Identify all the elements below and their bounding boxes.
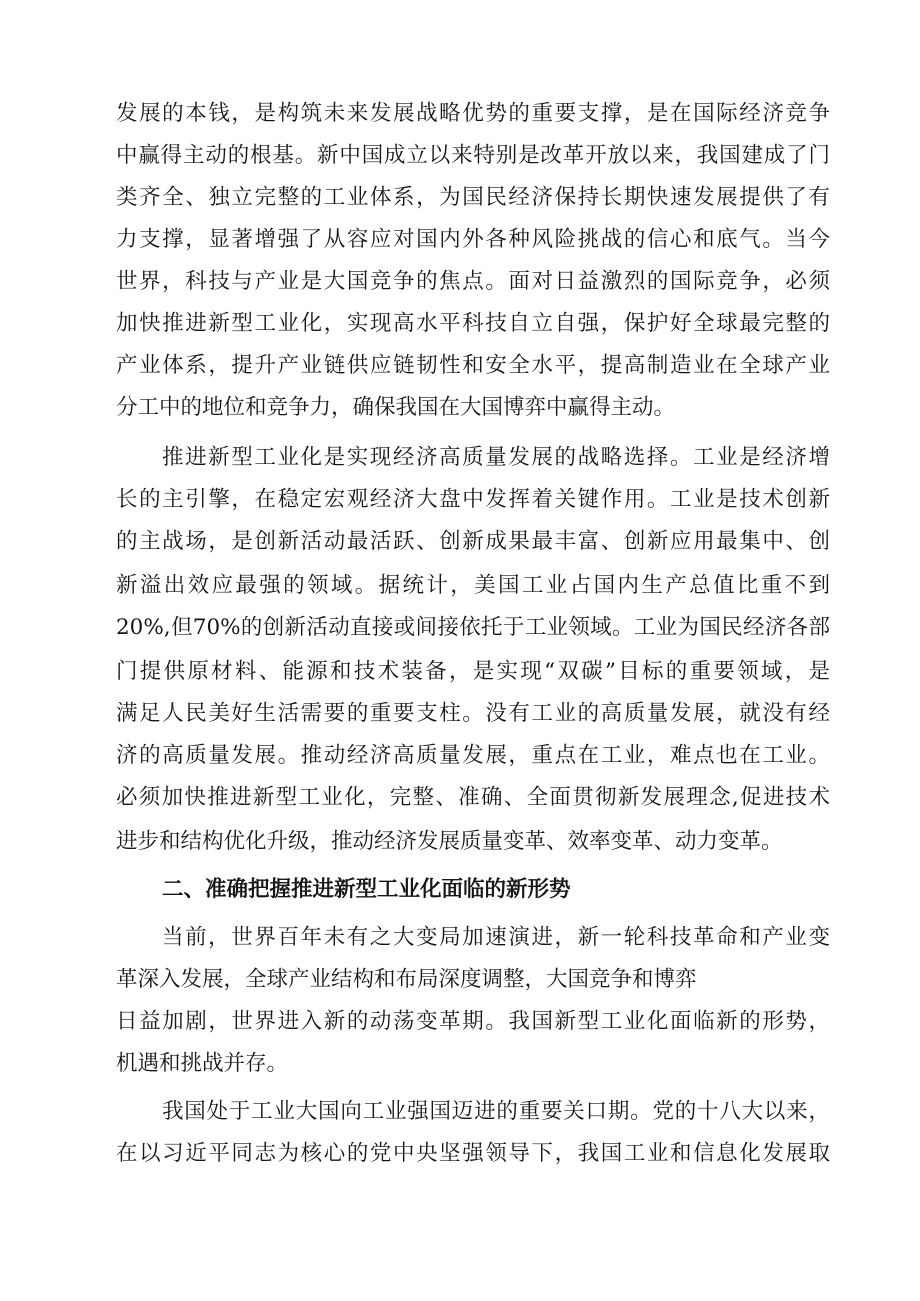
text-line: 革深入发展，全球产业结构和布局深度调整，大国竞争和博弈 — [116, 967, 697, 992]
text-line: 长的主引擎，在稳定宏观经济大盘中发挥着关键作用。工业是技术创新 — [116, 487, 830, 512]
text-line: 20%,但70%的创新活动直接或间接依托于工业领域。工业为国民经济各部 — [116, 615, 830, 640]
text-line: 进步和结构优化升级，推动经济发展质量变革、效率变革、动力变革。 — [116, 829, 783, 854]
text-line: 类齐全、独立完整的工业体系，为国民经济保持长期快速发展提供了有 — [116, 185, 830, 210]
text-line: 日益加剧，世界进入新的动荡变革期。我国新型工业化面临新的形势， — [116, 1009, 830, 1034]
text-line: 加快推进新型工业化，实现高水平科技自立自强，保护好全球最完整的 — [116, 311, 830, 336]
section-heading: 二、准确把握推进新型工业化面临的新形势 — [162, 877, 571, 902]
text-line: 满足人民美好生活需要的重要支柱。没有工业的高质量发展，就没有经 — [116, 701, 830, 726]
text-line: 的主战场，是创新活动最活跃、创新成果最丰富、创新应用最集中、创 — [116, 529, 830, 554]
text-line: 在以习近平同志为核心的党中央坚强领导下，我国工业和信息化发展取 — [116, 1141, 830, 1166]
text-line: 济的高质量发展。推动经济高质量发展，重点在工业，难点也在工业。 — [116, 743, 830, 768]
text-line: 产业体系，提升产业链供应链韧性和安全水平，提高制造业在全球产业 — [116, 353, 830, 378]
text-line: 机遇和挑战并存。 — [116, 1051, 289, 1076]
text-line: 必须加快推进新型工业化，完整、准确、全面贯彻新发展理念,促进技术 — [116, 785, 830, 810]
text-line: 世界，科技与产业是大国竞争的焦点。面对日益激烈的国际竞争，必须 — [116, 269, 830, 294]
text-line: 新溢出效应最强的领域。据统计，美国工业占国内生产总值比重不到 — [116, 573, 830, 598]
text-line: 力支撑，显著增强了从容应对国内外各种风险挑战的信心和底气。当今 — [116, 227, 830, 252]
text-line: 门提供原材料、能源和技术装备，是实现“双碳”目标的重要领域，是 — [116, 659, 830, 684]
text-line: 当前，世界百年未有之大变局加速演进，新一轮科技革命和产业变 — [162, 925, 830, 950]
text-line: 推进新型工业化是实现经济高质量发展的战略选择。工业是经济增 — [162, 445, 830, 470]
text-line: 我国处于工业大国向工业强国迈进的重要关口期。党的十八大以来， — [162, 1099, 830, 1124]
text-line: 中赢得主动的根基。新中国成立以来特别是改革开放以来，我国建成了门 — [116, 143, 830, 168]
text-line: 发展的本钱，是构筑未来发展战略优势的重要支撑，是在国际经济竞争 — [116, 101, 830, 126]
text-line: 分工中的地位和竞争力，确保我国在大国博弈中赢得主动。 — [116, 395, 676, 420]
